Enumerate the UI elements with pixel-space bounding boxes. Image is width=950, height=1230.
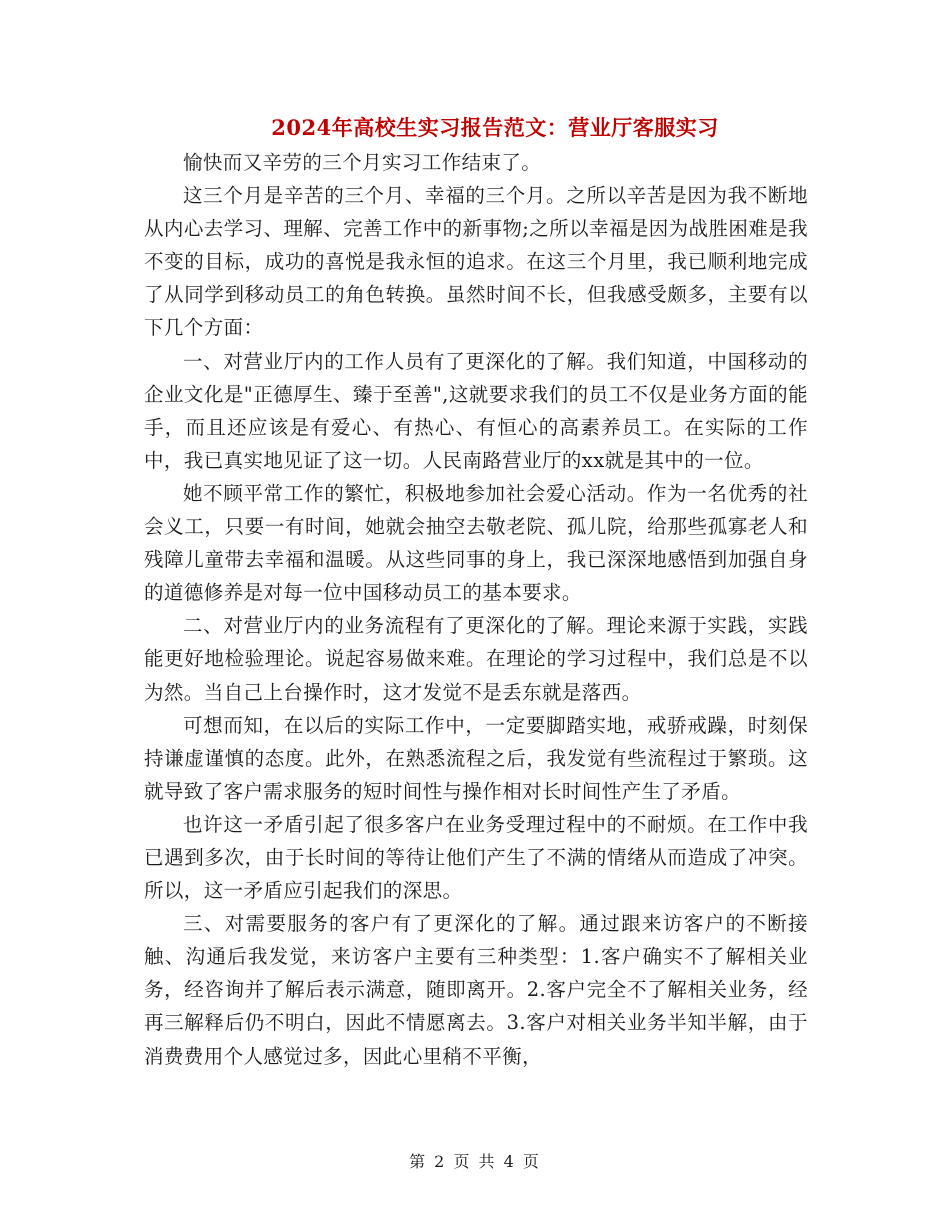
paragraph: 可想而知，在以后的实际工作中，一定要脚踏实地，戒骄戒躁，时刻保持谦虚谨慎的态度。此外，在熟悉流程之后，我发觉有些流程过于繁琐。这就导致了客户需求服务的短时间性与操作相对长时间性产生了矛盾。 [144, 713, 808, 803]
paragraph: 愉快而又辛劳的三个月实习工作结束了。 [183, 151, 542, 174]
paragraph: 她不顾平常工作的繁忙，积极地参加社会爱心活动。作为一名优秀的社会义工，只要一有时间，她就会抽空去敬老院、孤儿院，给那些孤寡老人和残障儿童带去幸福和温暖。从这些同事的身上，我已深深地感悟到加强自身的道德修养是对每一位中国移动员工的基本要求。 [144, 481, 808, 605]
paragraph: 一、对营业厅内的工作人员有了更深化的了解。我们知道，中国移动的企业文化是"正德厚生、臻于至善",这就要求我们的员工不仅是业务方面的能手，而且还应该是有爱心、有热心、有恒心的高素养员工。在实际的工作中，我已真实地见证了这一切。人民南路营业厅的xx就是其中的一位。 [144, 349, 808, 472]
paragraph: 二、对营业厅内的业务流程有了更深化的了解。理论来源于实践，实践能更好地检验理论。说起容易做来难。在理论的学习过程中，我们总是不以为然。当自己上台操作时，这才发觉不是丢东就是落西。 [144, 614, 808, 704]
paragraph: 三、对需要服务的客户有了更深化的了解。通过跟来访客户的不断接触、沟通后我发觉，来访客户主要有三种类型：1.客户确实不了解相关业务，经咨询并了解后表示满意，随即离开。2.客户完全不了解相关业务，经再三解释后仍不明白，因此不情愿离去。3.客户对相关业务半知半解，由于消费费用个人感觉过多，因此心里稍不平衡， [144, 912, 808, 1068]
paragraph: 这三个月是辛苦的三个月、幸福的三个月。之所以辛苦是因为我不断地从内心去学习、理解、完善工作中的新事物;之所以幸福是因为战胜困难是我不变的目标，成功的喜悦是我永恒的追求。在这三个月里，我已顺利地完成了从同学到移动员工的角色转换。虽然时间不长，但我感受颇多，主要有以下几个方面： [144, 184, 808, 340]
page-number-footer: 第 2 页 共 4 页 [409, 1152, 541, 1171]
paragraph: 也许这一矛盾引起了很多客户在业务受理过程中的不耐烦。在工作中我已遇到多次，由于长时间的等待让他们产生了不满的情绪从而造成了冲突。所以，这一矛盾应引起我们的深思。 [144, 812, 808, 903]
document-title: 2024年高校生实习报告范文：营业厅客服实习 [271, 115, 719, 140]
document-body [144, 146, 808, 1073]
